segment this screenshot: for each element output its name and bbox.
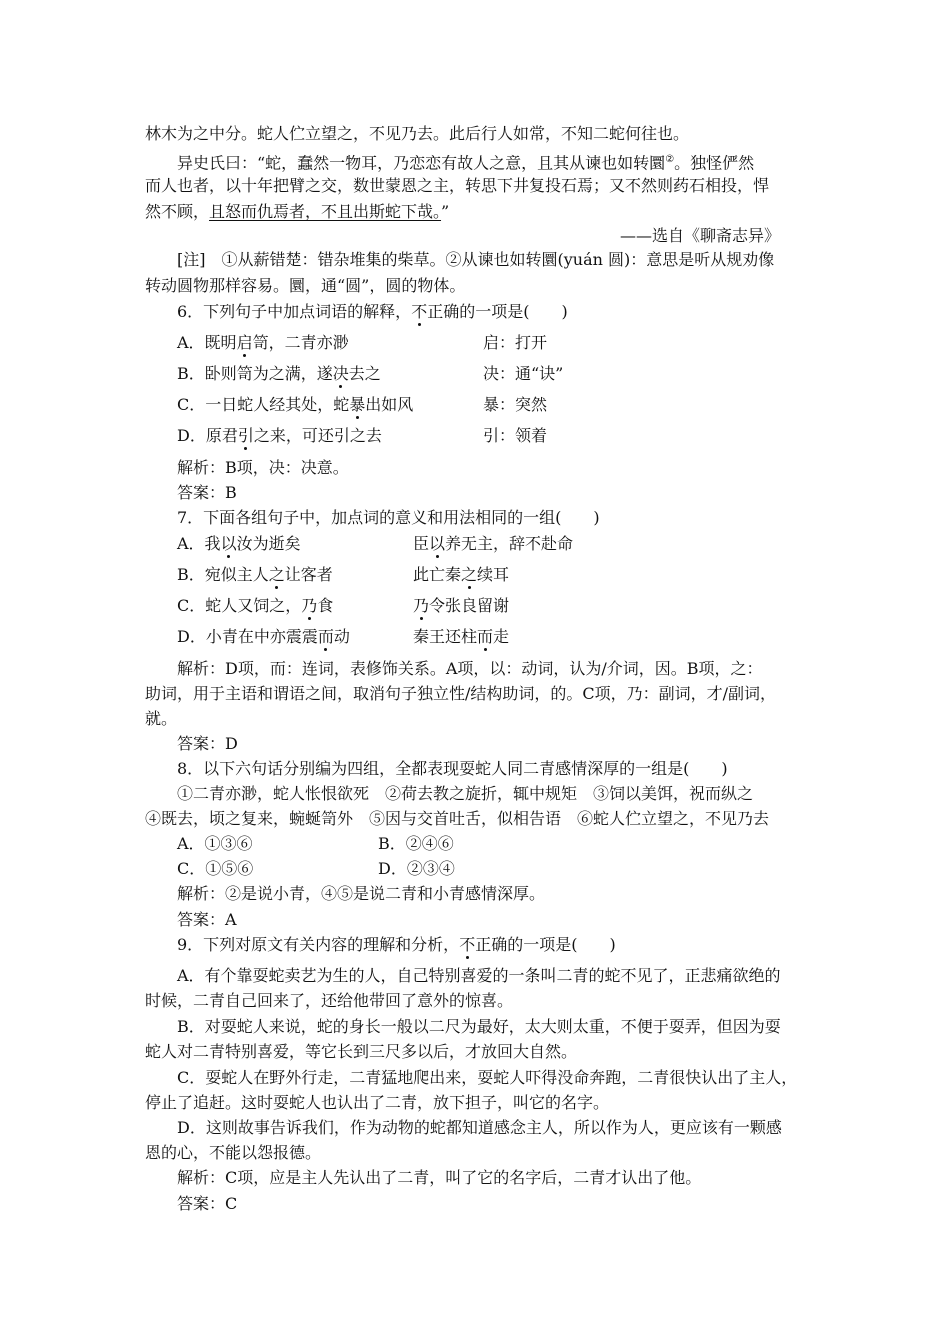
emphasis-dot: 以: [220, 534, 237, 553]
source-citation: ——选自《聊斋志异》: [620, 226, 781, 245]
emphasis-dot: 不: [411, 302, 428, 321]
q9-option-c-line-2: 停止了追赶。这时耍蛇人也认出了二青，放下担子，叫它的名字。: [145, 1093, 610, 1112]
q8-option-b: B．②④⑥: [378, 834, 454, 853]
passage-line-3: 而人也者，以十年把臂之交，数世蒙恩之主，转思下井复投石焉；又不然则药石相投，悍: [145, 176, 770, 195]
q7-option-a-left: A．我以汝为逝矣: [177, 534, 301, 553]
emphasis-dot: 而: [317, 627, 334, 646]
emphasis-dot: 不: [459, 935, 476, 954]
q6-option-c: C．一日蛇人经其处，蛇暴出如风: [177, 395, 414, 414]
q7-option-b-left: B．宛似主人之让客者: [177, 565, 333, 584]
q8-option-a: A．①③⑥: [177, 834, 253, 853]
q7-option-d-right: 秦王还柱而走: [413, 627, 510, 646]
q8-option-d: D．②③④: [378, 859, 455, 878]
note-line-1: [注] ①从薪错楚：错杂堆集的柴草。②从谏也如转圜(yuán 圆)：意思是听从规劝像: [177, 250, 775, 269]
emphasis-dot: 决: [332, 364, 349, 383]
q7-option-c-left: C．蛇人又饲之，乃食: [177, 596, 334, 615]
q6-stem: 6．下列句子中加点词语的解释，不正确的一项是( ): [177, 302, 568, 321]
q8-stem: 8．以下六句话分别编为四组，全都表现耍蛇人同二青感情深厚的一组是( ): [177, 759, 728, 778]
q6-option-d: D．原君引之来，可还引之去: [177, 426, 382, 445]
emphasis-dot: 乃: [301, 596, 318, 615]
q8-option-c: C．①⑤⑥: [177, 859, 254, 878]
q9-stem: 9．下列对原文有关内容的理解和分析，不正确的一项是( ): [177, 935, 616, 954]
q7-analysis-line-2: 助词，用于主语和谓语之间，取消句子独立性/结构助词，的。C项，乃：副词，才/副词，: [145, 684, 777, 703]
q7-analysis-line-1: 解析：D项，而：连词，表修饰关系。A项，以：动词，认为/介词，因。B项，之：: [177, 659, 763, 678]
emphasis-dot: 乃: [413, 596, 430, 615]
emphasis-dot: 而: [477, 627, 494, 646]
q6-option-a: A．既明启笥，二青亦渺: [177, 333, 349, 352]
emphasis-dot: 暴: [349, 395, 366, 414]
q9-analysis: 解析：C项，应是主人先认出了二青，叫了它的名字后，二青才认出了他。: [177, 1168, 702, 1187]
footnote-marker: ②: [665, 154, 675, 165]
q8-analysis: 解析：②是说小青，④⑤是说二青和小青感情深厚。: [177, 884, 546, 903]
q6-analysis: 解析：B项，决：决意。: [177, 458, 349, 477]
passage-line-2: 异史氏曰：“蛇，蠢然一物耳，乃恋恋有故人之意，且其从谏也如转圜②。独怪俨然: [177, 153, 755, 173]
q9-option-a-line-1: A．有个靠耍蛇卖艺为生的人，自己特别喜爱的一条叫二青的蛇不见了，正悲痛欲绝的: [177, 966, 781, 985]
q6-option-b: B．卧则笥为之满，遂决去之: [177, 364, 381, 383]
q6-option-c-definition: 暴：突然: [483, 395, 548, 414]
q9-option-b-line-1: B．对耍蛇人来说，蛇的身长一般以二尺为最好，太大则太重，不便于耍弄，但因为耍: [177, 1017, 781, 1036]
q9-option-c-line-1: C．耍蛇人在野外行走，二青猛地爬出来，耍蛇人吓得没命奔跑，二青很快认出了主人，: [177, 1068, 798, 1087]
q6-option-d-definition: 引：领着: [483, 426, 548, 445]
q9-option-d-line-2: 恩的心，不能以怨报德。: [145, 1143, 322, 1162]
q9-answer: 答案：C: [177, 1194, 238, 1213]
underlined-sentence: 且怒而仇焉者，不且出斯蛇下哉。: [209, 202, 442, 221]
emphasis-dot: 引: [237, 426, 254, 445]
q8-items-line-2: ④既去，顷之复来，蜿蜒笥外 ⑤因与交首吐舌，似相告语 ⑥蛇人伫立望之，不见乃去: [145, 809, 770, 828]
q8-answer: 答案：A: [177, 910, 237, 929]
q7-stem: 7．下面各组句子中，加点词的意义和用法相同的一组( ): [177, 508, 600, 527]
emphasis-dot: 之: [268, 565, 285, 584]
q7-analysis-line-3: 就。: [145, 709, 178, 728]
q7-answer: 答案：D: [177, 734, 238, 753]
q9-option-d-line-1: D．这则故事告诉我们，作为动物的蛇都知道感念主人，所以作为人，更应该有一颗感: [177, 1118, 782, 1137]
q8-items-line-1: ①二青亦渺，蛇人怅恨欲死 ②荷去教之旋折，辄中规矩 ③饲以美饵，祝而纵之: [177, 784, 754, 803]
q9-option-b-line-2: 蛇人对二青特别喜爱，等它长到三尺多以后，才放回大自然。: [145, 1042, 578, 1061]
q6-option-a-definition: 启：打开: [483, 333, 548, 352]
emphasis-dot: 之: [461, 565, 478, 584]
emphasis-dot: 以: [429, 534, 446, 553]
q6-answer: 答案：B: [177, 483, 237, 502]
passage-line-1: 林木为之中分。蛇人伫立望之，不见乃去。此后行人如常，不知二蛇何往也。: [145, 124, 690, 143]
q6-option-b-definition: 决：通“诀”: [483, 364, 564, 383]
q7-option-b-right: 此亡秦之续耳: [413, 565, 510, 584]
q9-option-a-line-2: 时候，二青自己回来了，还给他带回了意外的惊喜。: [145, 991, 514, 1010]
emphasis-dot: 启: [236, 333, 253, 352]
passage-line-4: 然不顾，且怒而仇焉者，不且出斯蛇下哉。”: [145, 202, 450, 221]
q7-option-d-left: D．小青在中亦震震而动: [177, 627, 350, 646]
note-line-2: 转动圆物那样容易。圜，通“圆”，圆的物体。: [145, 276, 466, 295]
q7-option-c-right: 乃令张良留谢: [413, 596, 510, 615]
q7-option-a-right: 臣以养无主，辞不赴命: [413, 534, 574, 553]
